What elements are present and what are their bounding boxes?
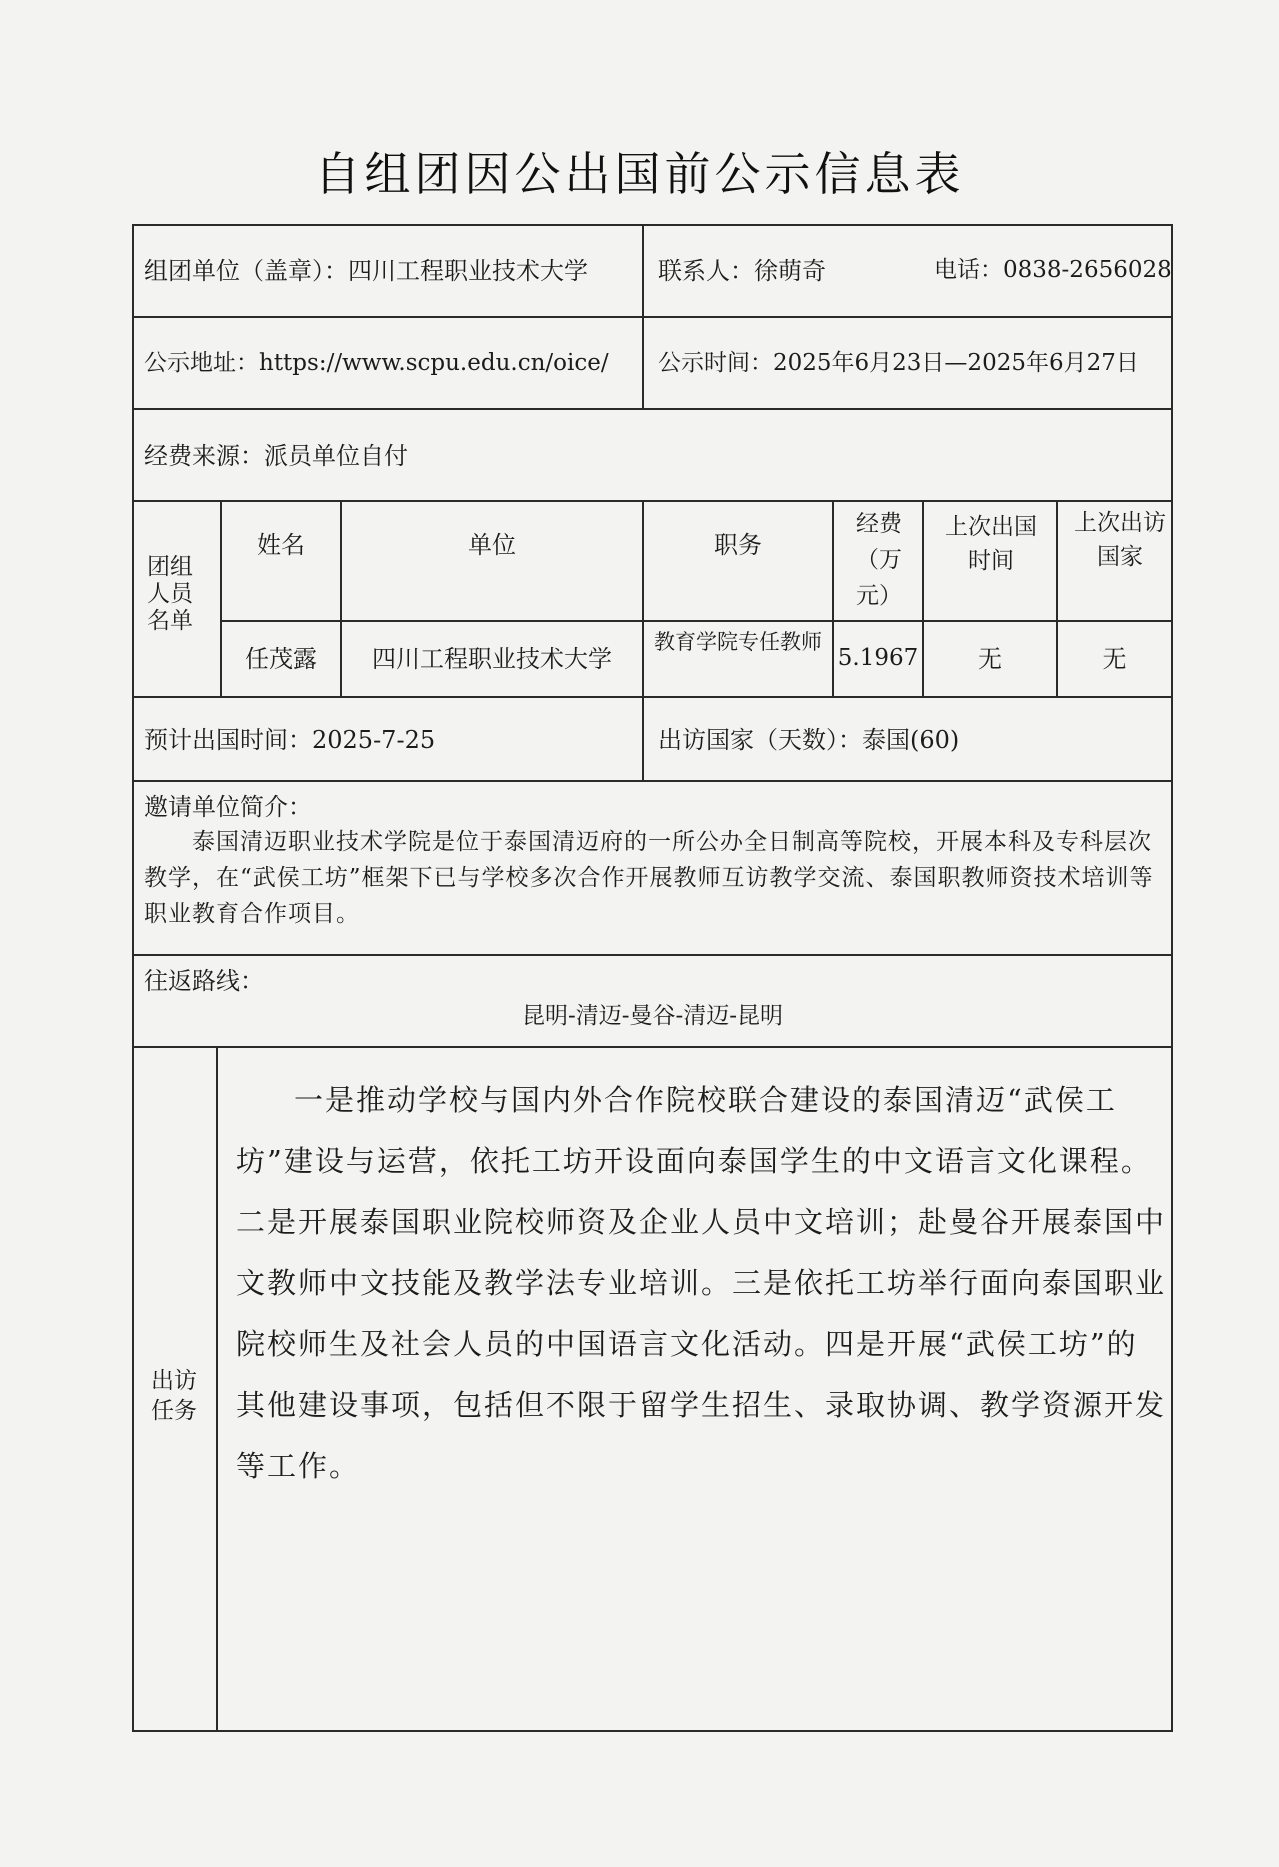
header-unit: 单位 bbox=[468, 531, 516, 559]
mission-label: 出访任务 bbox=[151, 1368, 197, 1424]
contact-person: 联系人：徐萌奇 bbox=[658, 257, 826, 285]
member-name: 任茂露 bbox=[245, 645, 317, 673]
publicity-period: 公示时间：2025年6月23日—2025年6月27日 bbox=[658, 350, 1139, 376]
funding-source: 经费来源：派员单位自付 bbox=[144, 442, 408, 470]
row-departure bbox=[134, 698, 1171, 782]
contact-phone: 电话：0838-2656028 bbox=[934, 257, 1172, 283]
header-funding: 经费（万元） bbox=[856, 511, 902, 609]
member-unit: 四川工程职业技术大学 bbox=[372, 645, 612, 673]
route-label: 往返路线： bbox=[144, 967, 264, 995]
header-last-time: 上次出国时间 bbox=[945, 514, 1037, 574]
row-members bbox=[134, 502, 1171, 698]
members-section-label: 团组人员名单 bbox=[147, 554, 193, 634]
row-publicity bbox=[134, 318, 1171, 410]
publicity-address: 公示地址：https://www.scpu.edu.cn/oice/ bbox=[144, 350, 609, 376]
row-funding-source bbox=[134, 410, 1171, 502]
mission-text: 一是推动学校与国内外合作院校联合建设的泰国清迈“武侯工坊”建设与运营，依托工坊开设面向泰国学生的中文语言文化课程。二是开展泰国职业院校师资及企业人员中文培训；赴曼谷开展泰国中文教师中文技能及教学法专业培训。三是依托工坊举行面向泰国职业院校师生及社会人员的中国语言文化活动。四是开展“武侯工坊”的其他建设事项，包括但不限于留学生招生、录取协调、教学资源开发等工作。 bbox=[236, 1083, 1167, 1483]
row-route bbox=[134, 956, 1171, 1048]
row-organization bbox=[134, 226, 1171, 318]
row-invitation bbox=[134, 782, 1171, 956]
destination-country: 出访国家（天数）：泰国(60) bbox=[658, 726, 960, 754]
row-mission bbox=[134, 1048, 1171, 1730]
org-unit: 组团单位（盖章）：四川工程职业技术大学 bbox=[144, 257, 588, 285]
invite-text: 泰国清迈职业技术学院是位于泰国清迈府的一所公办全日制高等院校，开展本科及专科层次教学，在“武侯工坊”框架下已与学校多次合作开展教师互访教学交流、泰国职教师资技术培训等职业教育合作项目。 bbox=[144, 829, 1154, 927]
header-name: 姓名 bbox=[257, 531, 305, 559]
invite-label: 邀请单位简介： bbox=[144, 793, 312, 821]
member-funding: 5.1967 bbox=[837, 645, 919, 671]
route-value: 昆明-清迈-曼谷-清迈-昆明 bbox=[521, 1003, 784, 1029]
header-last-country: 上次出访国家 bbox=[1074, 510, 1166, 570]
departure-date: 预计出国时间：2025-7-25 bbox=[144, 726, 436, 754]
info-table bbox=[132, 224, 1173, 1732]
member-last-country: 无 bbox=[1102, 645, 1127, 673]
document-title: 自组团因公出国前公示信息表 bbox=[314, 147, 965, 201]
header-position: 职务 bbox=[714, 531, 762, 559]
member-last-time: 无 bbox=[978, 645, 1002, 673]
member-position: 教育学院专任教师 bbox=[654, 630, 822, 654]
